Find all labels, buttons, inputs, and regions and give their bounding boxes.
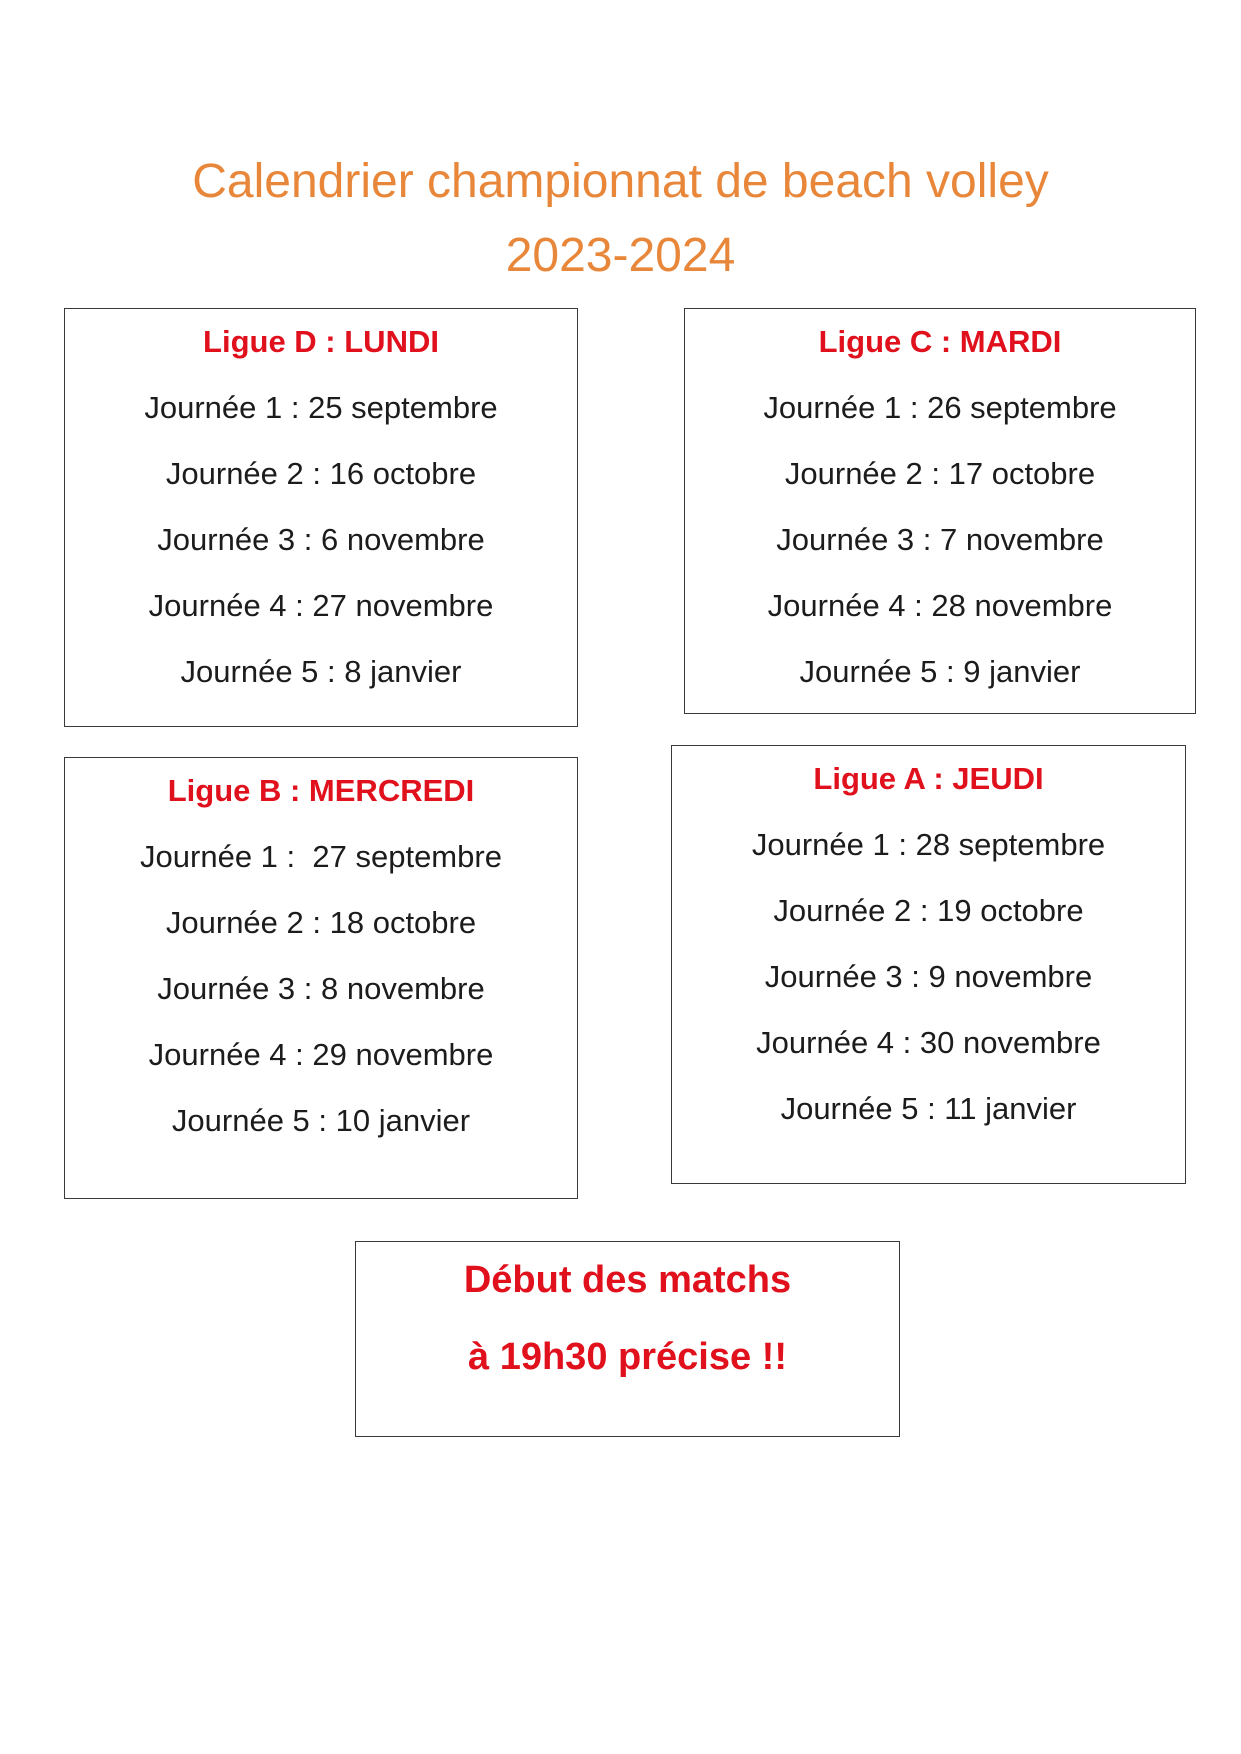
list-item: Journée 4 : 28 novembre bbox=[767, 588, 1113, 623]
league-c-days-list bbox=[685, 389, 1195, 705]
league-a-schedule-box bbox=[671, 745, 1186, 1184]
list-item: Journée 2 : 19 octobre bbox=[773, 893, 1084, 928]
season-year: 2023-2024 bbox=[505, 229, 736, 282]
list-item: Journée 4 : 27 novembre bbox=[148, 588, 494, 623]
list-item: Journée 1 : 25 septembre bbox=[144, 390, 498, 425]
league-d-header: Ligue D : LUNDI bbox=[203, 324, 439, 359]
list-item: Journée 5 : 8 janvier bbox=[180, 654, 462, 689]
list-item: Journée 4 : 30 novembre bbox=[756, 1025, 1101, 1060]
list-item: Journée 3 : 7 novembre bbox=[776, 522, 1104, 557]
list-item: Journée 2 : 17 octobre bbox=[784, 456, 1096, 491]
note-line-1: Début des matchs bbox=[463, 1259, 792, 1301]
list-item: Journée 1 : 27 septembre bbox=[140, 839, 502, 874]
league-d-schedule-box bbox=[64, 308, 578, 727]
start-time-note-box bbox=[355, 1241, 900, 1437]
league-a-days-list bbox=[672, 826, 1185, 1142]
league-b-schedule-box bbox=[64, 757, 578, 1199]
list-item: Journée 4 : 29 novembre bbox=[148, 1037, 494, 1072]
list-item: Journée 1 : 26 septembre bbox=[763, 390, 1117, 425]
list-item: Journée 3 : 9 novembre bbox=[764, 959, 1093, 994]
page-title: Calendrier championnat de beach volley bbox=[192, 155, 1049, 208]
league-d-days-list bbox=[65, 389, 577, 705]
league-c-header: Ligue C : MARDI bbox=[818, 324, 1062, 359]
league-b-header: Ligue B : MERCREDI bbox=[167, 773, 475, 808]
list-item: Journée 5 : 10 janvier bbox=[171, 1103, 471, 1138]
list-item: Journée 2 : 18 octobre bbox=[165, 905, 477, 940]
league-a-header: Ligue A : JEUDI bbox=[813, 761, 1044, 796]
list-item: Journée 3 : 8 novembre bbox=[157, 971, 485, 1006]
list-item: Journée 1 : 28 septembre bbox=[751, 827, 1106, 862]
league-c-schedule-box bbox=[684, 308, 1196, 714]
list-item: Journée 3 : 6 novembre bbox=[157, 522, 485, 557]
note-line-2: à 19h30 précise !! bbox=[468, 1336, 787, 1378]
list-item: Journée 5 : 9 janvier bbox=[799, 654, 1081, 689]
list-item: Journée 2 : 16 octobre bbox=[165, 456, 477, 491]
league-b-days-list bbox=[65, 838, 577, 1154]
list-item: Journée 5 : 11 janvier bbox=[780, 1091, 1077, 1126]
